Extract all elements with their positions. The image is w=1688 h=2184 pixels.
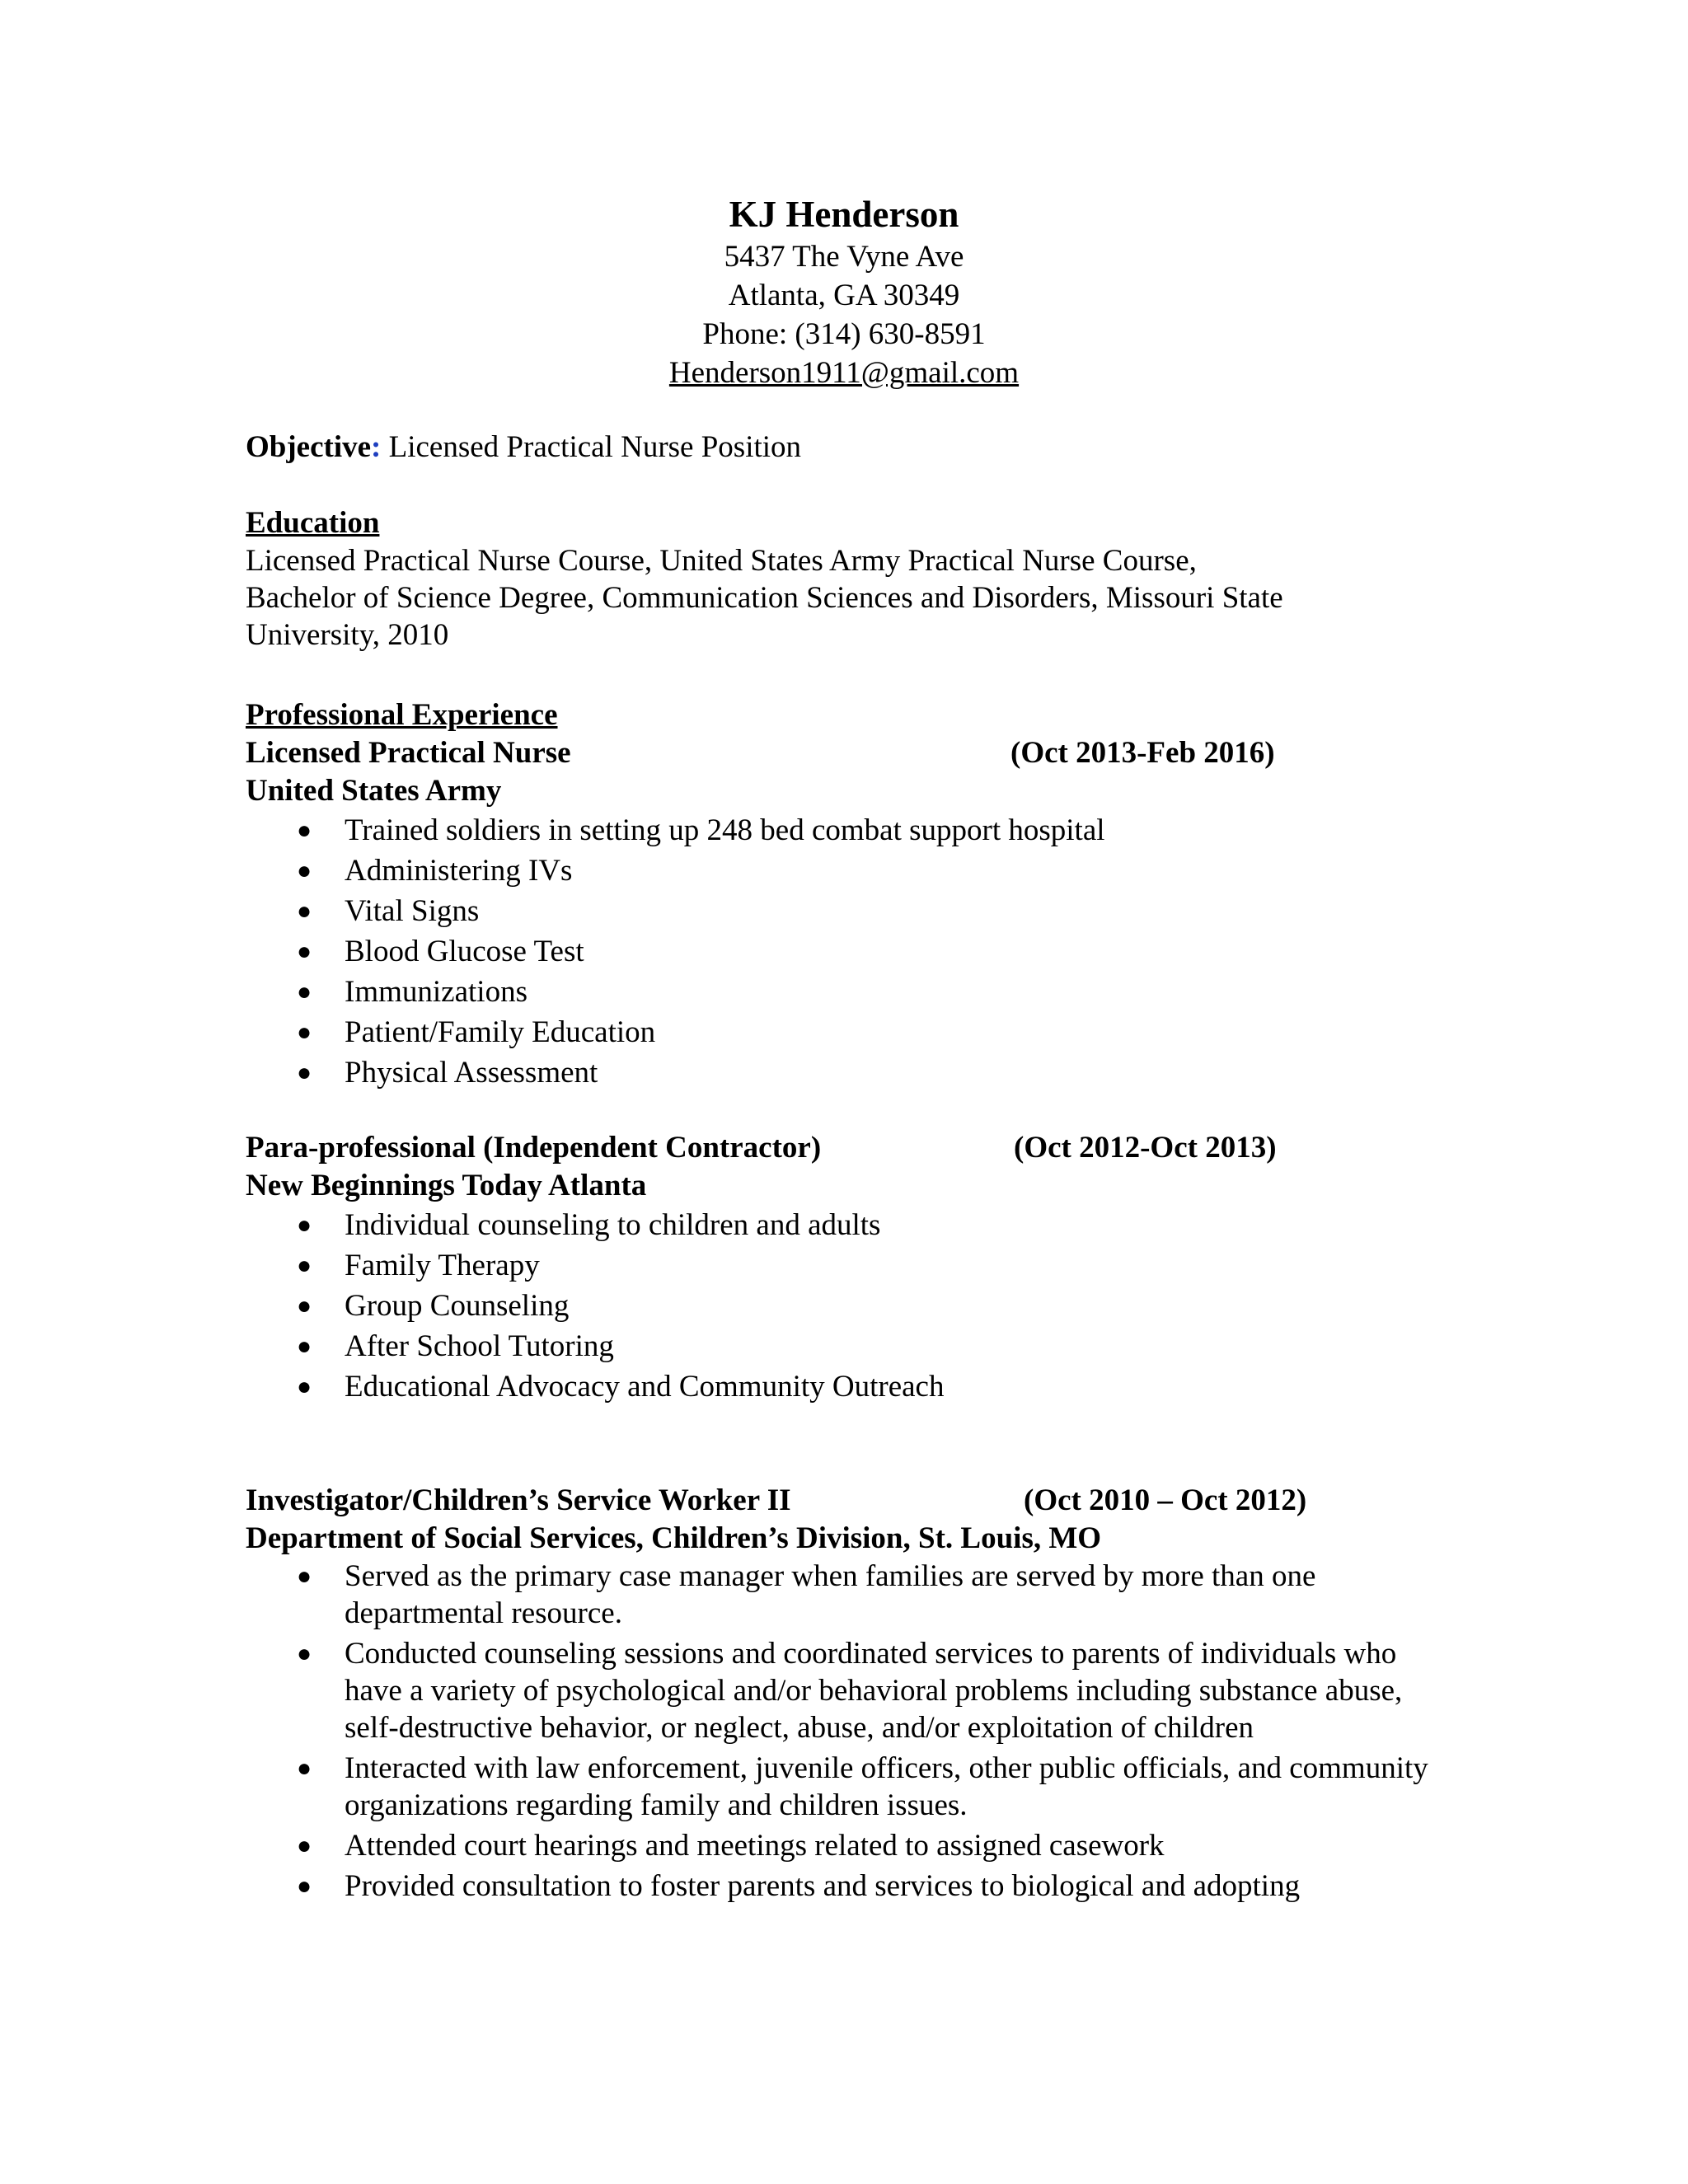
bullet-icon: ● xyxy=(297,1019,312,1046)
list-item: ● Group Counseling xyxy=(246,1286,1416,1326)
job-title-row xyxy=(246,734,1416,772)
job-block xyxy=(246,1482,1428,1908)
bullet-icon: ● xyxy=(297,1563,312,1590)
list-item: ● Family Therapy xyxy=(246,1245,1416,1286)
list-item: ● Interacted with law enforcement, juvenile officers, other public officials, and community organizations regarding family and children issues. xyxy=(297,1751,1428,1822)
job-title-row xyxy=(246,1482,1416,1520)
bullet-icon: ● xyxy=(297,1333,312,1360)
list-item: ● Conducted counseling sessions and coordinated services to parents of individuals who have a variety of psychological and/or behavioral problems including substance abuse, self-destructive behavior, or neglect, abuse, and/or exploitation of children xyxy=(297,1637,1403,1745)
bullet-icon: ● xyxy=(297,817,312,844)
bullet-icon: ● xyxy=(297,1059,312,1086)
bullet-icon: ● xyxy=(297,1755,312,1782)
education-heading: Education xyxy=(246,506,380,540)
contact-header xyxy=(0,191,1688,392)
phone-number: Phone: (314) 630-8591 xyxy=(702,317,986,351)
bullet-icon: ● xyxy=(297,857,312,884)
job-dates: (Oct 2010 – Oct 2012) xyxy=(1024,1483,1307,1517)
bullet-icon: ● xyxy=(297,978,312,1005)
job-title: Investigator/Children’s Service Worker II xyxy=(246,1483,791,1517)
candidate-name: KJ Henderson xyxy=(729,194,959,235)
bullet-icon: ● xyxy=(297,898,312,925)
employer-name: United States Army xyxy=(246,774,502,808)
objective-text: Licensed Practical Nurse Position xyxy=(381,430,802,464)
email-link[interactable]: Henderson1911@gmail.com xyxy=(668,356,1020,390)
duties-list xyxy=(246,1205,1416,1407)
objective-line xyxy=(246,429,1416,466)
list-item: ● After School Tutoring xyxy=(246,1326,1416,1366)
list-item: ● Individual counseling to children and adults xyxy=(246,1205,1416,1245)
job-block xyxy=(246,1129,1416,1407)
list-item: ● Blood Glucose Test xyxy=(246,931,1416,972)
bullet-icon: ● xyxy=(297,1252,312,1279)
education-line: University, 2010 xyxy=(246,618,449,652)
bullet-icon: ● xyxy=(297,1640,312,1667)
experience-section xyxy=(246,696,1416,1093)
duties-list xyxy=(246,810,1416,1093)
list-item: ● Administering IVs xyxy=(246,851,1416,891)
employer-name: New Beginnings Today Atlanta xyxy=(246,1169,647,1202)
address-line-1: 5437 The Vyne Ave xyxy=(724,240,964,274)
job-title-row xyxy=(246,1129,1416,1167)
education-section xyxy=(246,504,1416,654)
job-title: Licensed Practical Nurse xyxy=(246,736,571,770)
list-item: ● Vital Signs xyxy=(246,891,1416,931)
employer-name: Department of Social Services, Children’s Division, St. Louis, MO xyxy=(246,1521,1102,1555)
job-title: Para-professional (Independent Contractor) xyxy=(246,1131,822,1165)
job-dates: (Oct 2013-Feb 2016) xyxy=(1010,736,1275,770)
objective-colon: : xyxy=(371,430,382,464)
bullet-icon: ● xyxy=(297,1373,312,1400)
bullet-icon: ● xyxy=(297,938,312,965)
bullet-icon: ● xyxy=(297,1832,312,1859)
address-line-2: Atlanta, GA 30349 xyxy=(728,279,960,312)
education-line: Licensed Practical Nurse Course, United States Army Practical Nurse Course, xyxy=(246,544,1197,578)
list-item: ● Physical Assessment xyxy=(246,1052,1416,1093)
list-item: ● Attended court hearings and meetings related to assigned casework xyxy=(297,1829,1165,1863)
job-dates: (Oct 2012-Oct 2013) xyxy=(1014,1131,1277,1165)
duties-list xyxy=(246,1558,1457,1905)
experience-heading: Professional Experience xyxy=(246,698,558,732)
bullet-icon: ● xyxy=(297,1212,312,1239)
list-item: ● Provided consultation to foster parents and services to biological and adopting xyxy=(297,1869,1301,1903)
list-item: ● Educational Advocacy and Community Outreach xyxy=(246,1366,1416,1407)
objective-label: Objective xyxy=(246,430,372,464)
bullet-icon: ● xyxy=(297,1292,312,1319)
list-item: ● Served as the primary case manager when families are served by more than one departmental resource. xyxy=(297,1559,1316,1630)
list-item: ● Trained soldiers in setting up 248 bed combat support hospital xyxy=(246,810,1416,851)
list-item: ● Patient/Family Education xyxy=(246,1012,1416,1052)
list-item: ● Immunizations xyxy=(246,972,1416,1012)
bullet-icon: ● xyxy=(297,1872,312,1900)
education-line: Bachelor of Science Degree, Communication Sciences and Disorders, Missouri State xyxy=(246,581,1283,615)
